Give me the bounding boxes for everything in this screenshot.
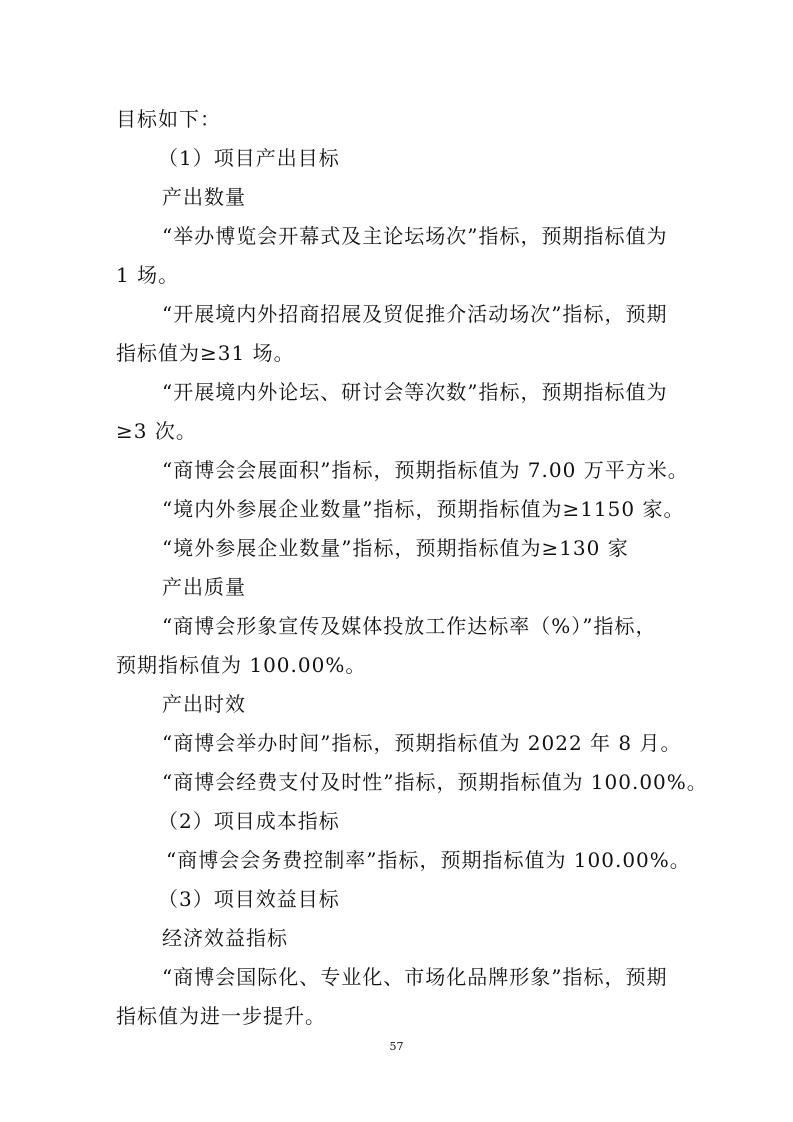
paragraph-line: “商博会形象宣传及媒体投放工作达标率（%）”指标，	[162, 614, 657, 638]
paragraph-line: 指标值为进一步提升。	[116, 1004, 326, 1028]
subsection-heading: 产出时效	[162, 692, 246, 716]
section-heading: （3）项目效益目标	[158, 887, 340, 911]
subsection-heading: 产出数量	[162, 185, 246, 209]
paragraph-line: “开展境内外论坛、研讨会等次数”指标，预期指标值为	[162, 380, 668, 404]
subsection-heading: 经济效益指标	[162, 926, 288, 950]
paragraph-line: 指标值为≥31 场。	[116, 341, 295, 365]
page-number: 57	[389, 1040, 404, 1053]
subsection-heading: 产出质量	[162, 575, 246, 599]
paragraph-line: 预期指标值为 100.00%。	[116, 653, 367, 677]
paragraph-line: “开展境内外招商招展及贸促推介活动场次”指标，预期	[162, 302, 668, 326]
section-heading: （1）项目产出目标	[158, 146, 340, 170]
paragraph-line: “境内外参展企业数量”指标，预期指标值为≥1150 家。	[162, 497, 685, 521]
paragraph-line: “商博会会展面积”指标，预期指标值为 7.00 万平方米。	[162, 458, 689, 482]
paragraph-line: 目标如下：	[116, 107, 221, 131]
paragraph-line: “商博会会务费控制率”指标，预期指标值为 100.00%。	[166, 848, 691, 872]
paragraph-line: 1 场。	[116, 263, 180, 287]
paragraph-line: “商博会经费支付及时性”指标，预期指标值为 100.00%。	[162, 770, 708, 794]
paragraph-line: “举办博览会开幕式及主论坛场次”指标，预期指标值为	[162, 224, 668, 248]
paragraph-line: “商博会国际化、专业化、市场化品牌形象”指标，预期	[162, 965, 668, 989]
paragraph-line: ≥3 次。	[116, 419, 197, 443]
section-heading: （2）项目成本指标	[158, 809, 340, 833]
paragraph-line: “境外参展企业数量”指标，预期指标值为≥130 家	[162, 536, 629, 560]
paragraph-line: “商博会举办时间”指标，预期指标值为 2022 年 8 月。	[162, 731, 682, 755]
